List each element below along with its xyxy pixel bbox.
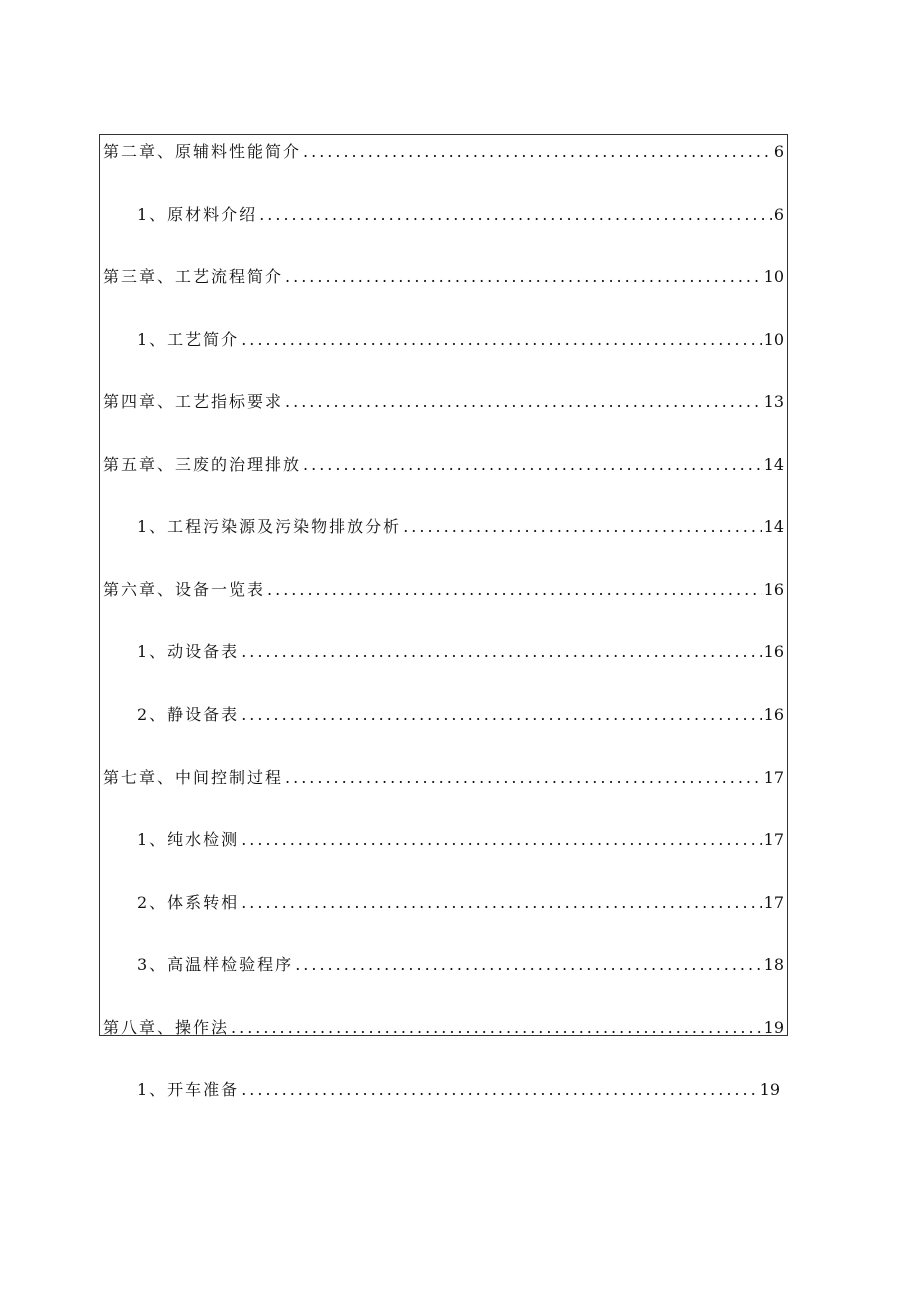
toc-entry-chapter-6[interactable]: [103, 572, 784, 600]
toc-entry-page: 14: [763, 455, 784, 474]
toc-entry-chapter-8[interactable]: [103, 1010, 784, 1038]
toc-leader-dots: [403, 517, 761, 537]
toc-entry-section[interactable]: [137, 509, 784, 537]
toc-entry-section[interactable]: [137, 885, 784, 913]
toc-entry-page: 19: [763, 1018, 784, 1037]
toc-entry-label: 1、纯水检测: [137, 830, 240, 849]
toc-leader-dots: [259, 205, 772, 225]
toc-entry-label: 1、工程污染源及污染物排放分析: [137, 517, 402, 536]
toc-entry-label: 第六章、设备一览表: [103, 580, 266, 599]
toc-leader-dots: [241, 830, 761, 850]
toc-entry-page: 17: [763, 893, 784, 912]
toc-leader-dots: [295, 955, 761, 975]
toc-entry-page: 16: [763, 705, 784, 724]
toc-entry-section[interactable]: [137, 947, 784, 975]
toc-entry-chapter-2[interactable]: [103, 134, 784, 162]
toc-leader-dots: [231, 1018, 762, 1038]
toc-entry-page: 17: [763, 768, 784, 787]
toc-leader-dots: [285, 392, 762, 412]
toc-entry-label: 3、高温样检验程序: [137, 955, 294, 974]
toc-entry-page: 13: [763, 392, 784, 411]
toc-entry-section[interactable]: [137, 822, 784, 850]
toc-leader-dots: [285, 267, 762, 287]
toc-entry-section[interactable]: [137, 197, 784, 225]
toc-entry-label: 第七章、中间控制过程: [103, 768, 284, 787]
toc-entry-chapter-7[interactable]: [103, 760, 784, 788]
toc-entry-label: 1、原材料介绍: [137, 205, 258, 224]
toc-leader-dots: [241, 893, 761, 913]
toc-entry-page: 10: [763, 267, 784, 286]
toc-entry-page: 10: [763, 330, 784, 349]
toc-leader-dots: [241, 1080, 757, 1100]
toc-entry-section[interactable]: [137, 697, 784, 725]
toc-leader-dots: [267, 580, 762, 600]
toc-entry-chapter-4[interactable]: [103, 384, 784, 412]
toc-leader-dots: [285, 768, 762, 788]
toc-leader-dots: [303, 142, 772, 162]
toc-entry-section[interactable]: [137, 1072, 780, 1100]
toc-entry-page: 6: [773, 142, 784, 161]
toc-entry-label: 1、开车准备: [137, 1080, 240, 1099]
toc-entry-label: 第二章、原辅料性能简介: [103, 142, 302, 161]
toc-entry-page: 16: [763, 580, 784, 599]
toc-entry-label: 1、动设备表: [137, 642, 240, 661]
toc-entry-page: 16: [763, 642, 784, 661]
toc-entry-page: 14: [763, 517, 784, 536]
toc-leader-dots: [241, 642, 761, 662]
toc-entry-label: 第五章、三废的治理排放: [103, 455, 302, 474]
toc-leader-dots: [303, 455, 762, 475]
toc-entry-label: 2、静设备表: [137, 705, 240, 724]
toc-leader-dots: [241, 330, 761, 350]
toc-entry-section[interactable]: [137, 322, 784, 350]
toc-entry-page: 19: [759, 1080, 780, 1099]
toc-entry-label: 1、工艺简介: [137, 330, 240, 349]
toc-entry-label: 第四章、工艺指标要求: [103, 392, 284, 411]
toc-leader-dots: [241, 705, 761, 725]
toc-entry-chapter-5[interactable]: [103, 447, 784, 475]
toc-entry-label: 第三章、工艺流程简介: [103, 267, 284, 286]
toc-entry-page: 18: [763, 955, 784, 974]
toc-entry-section[interactable]: [137, 634, 784, 662]
toc-entry-label: 2、体系转相: [137, 893, 240, 912]
toc-entry-page: 6: [773, 205, 784, 224]
toc-entry-label: 第八章、操作法: [103, 1018, 230, 1037]
toc-entry-chapter-3[interactable]: [103, 259, 784, 287]
toc-entry-page: 17: [763, 830, 784, 849]
